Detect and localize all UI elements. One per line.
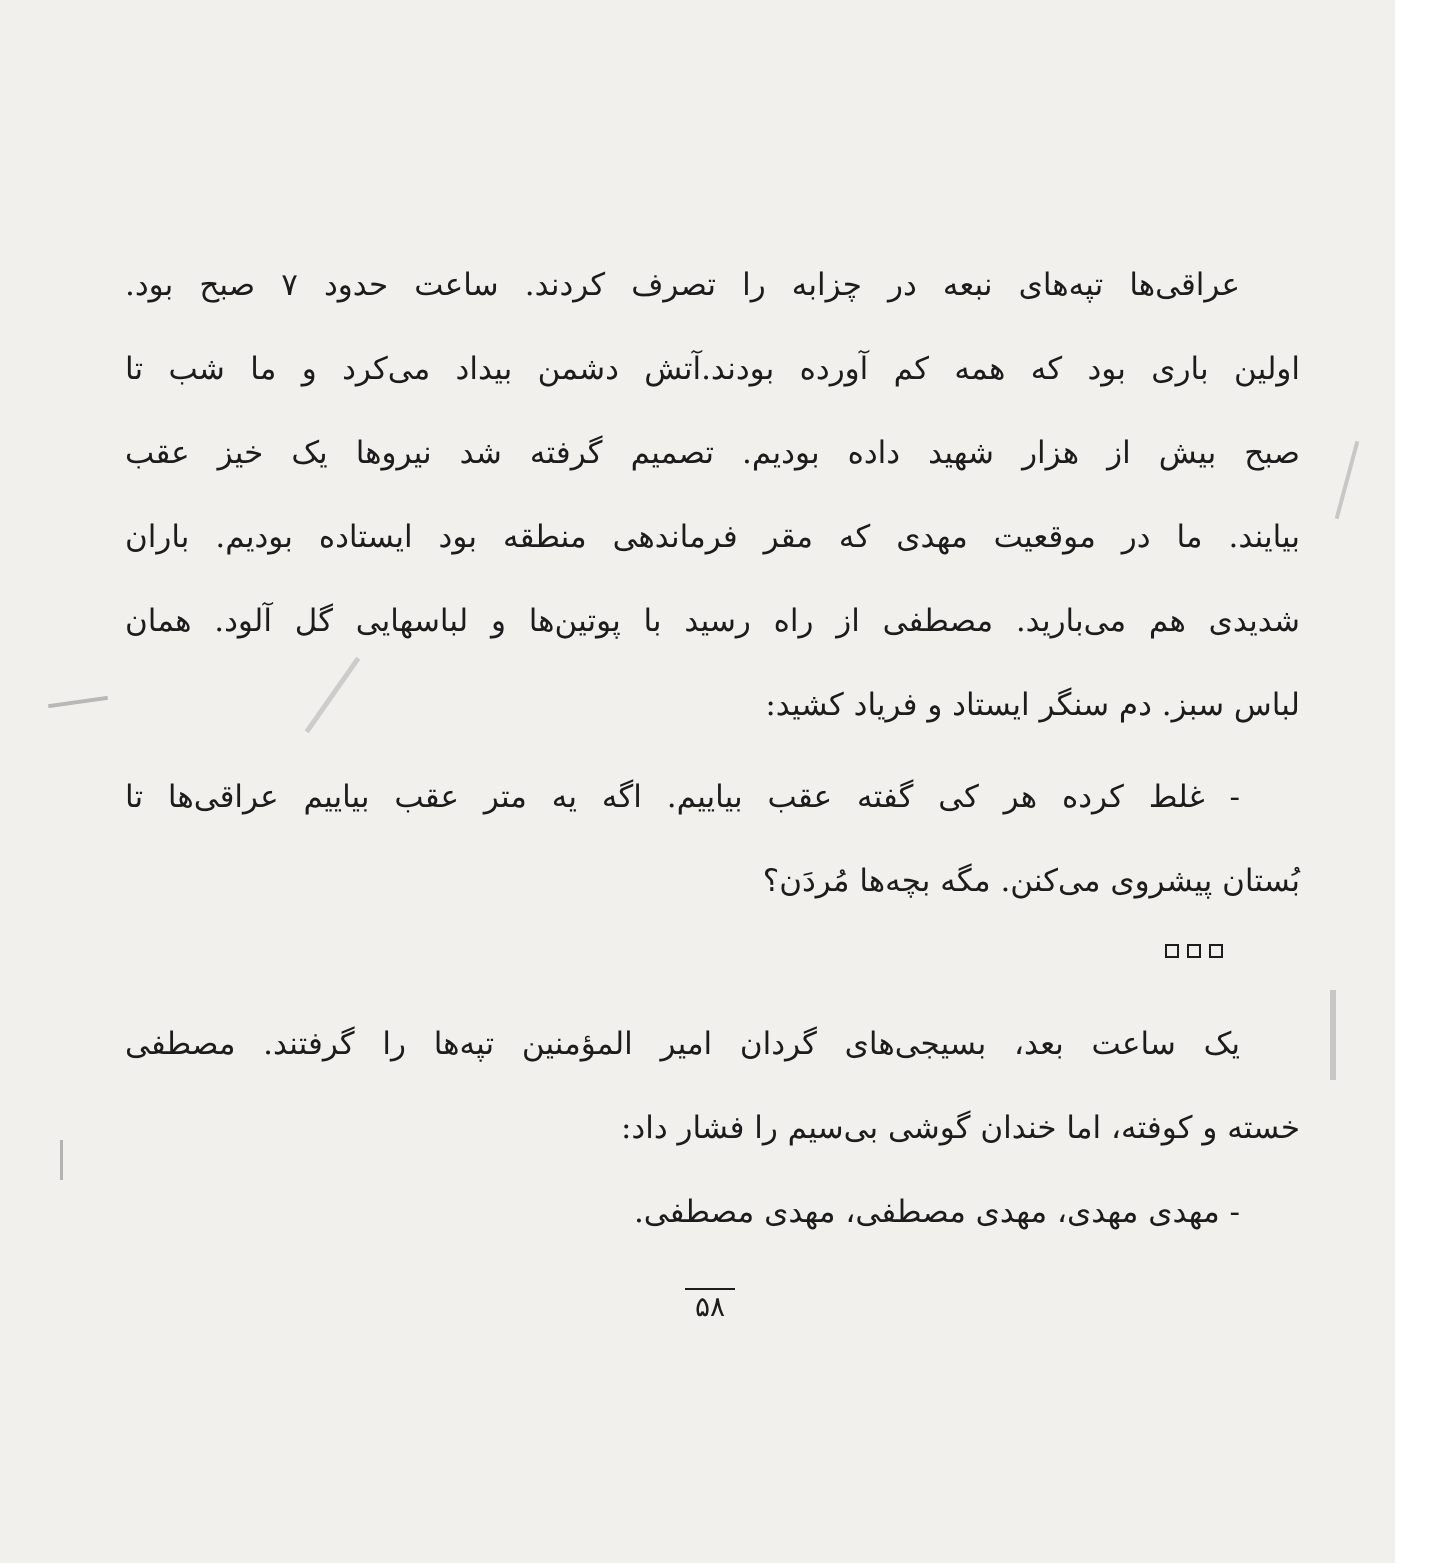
text-line: عراقی‌ها تپه‌های نبعه در چزابه را تصرف کردند. ساعت حدود ۷ صبح بود. [125, 267, 1240, 303]
text-line: بُستان پیشروی می‌کنن. مگه بچه‌ها مُردَن؟ [762, 863, 1300, 899]
text-line: صبح بیش از هزار شهید داده بودیم. تصمیم گرفته شد نیروها یک خیز عقب [125, 435, 1300, 471]
separator-box-icon [1209, 944, 1223, 958]
section-separator [1165, 944, 1250, 964]
text-line: شدیدی هم می‌بارید. مصطفی از راه رسید با پوتین‌ها و لباسهایی گل آلود. همان [125, 603, 1300, 639]
text-line: بیایند. ما در موقعیت مهدی که مقر فرماندهی منطقه بود ایستاده بودیم. باران [125, 519, 1300, 555]
paragraph-3 [125, 1002, 1300, 1254]
scan-smudge [1335, 441, 1360, 519]
scan-smudge [1330, 990, 1336, 1080]
text-line: خسته و کوفته، اما خندان گوشی بی‌سیم را فشار داد: [620, 1110, 1300, 1146]
paragraph-2 [125, 755, 1300, 923]
text-line: - مهدی مهدی، مهدی مصطفی، مهدی مصطفی. [633, 1194, 1240, 1230]
scan-smudge [60, 1140, 63, 1180]
paragraph-1 [125, 243, 1300, 747]
page-margin-strip [1395, 0, 1447, 1563]
text-line: اولین باری بود که همه کم آورده بودند.آتش دشمن بیداد می‌کرد و ما شب تا [125, 351, 1300, 387]
text-line: یک ساعت بعد، بسیجی‌های گردان امیر المؤمنین تپه‌ها را گرفتند. مصطفی [125, 1026, 1240, 1062]
text-line: - غلط کرده هر کی گفته عقب بیاییم. اگه یه متر عقب بیاییم عراقی‌ها تا [125, 779, 1240, 815]
text-line: لباس سبز. دم سنگر ایستاد و فریاد کشید: [765, 687, 1300, 723]
separator-box-icon [1187, 944, 1201, 958]
page-number: ۵۸ [685, 1288, 735, 1324]
separator-box-icon [1165, 944, 1179, 958]
scan-smudge [48, 696, 108, 708]
